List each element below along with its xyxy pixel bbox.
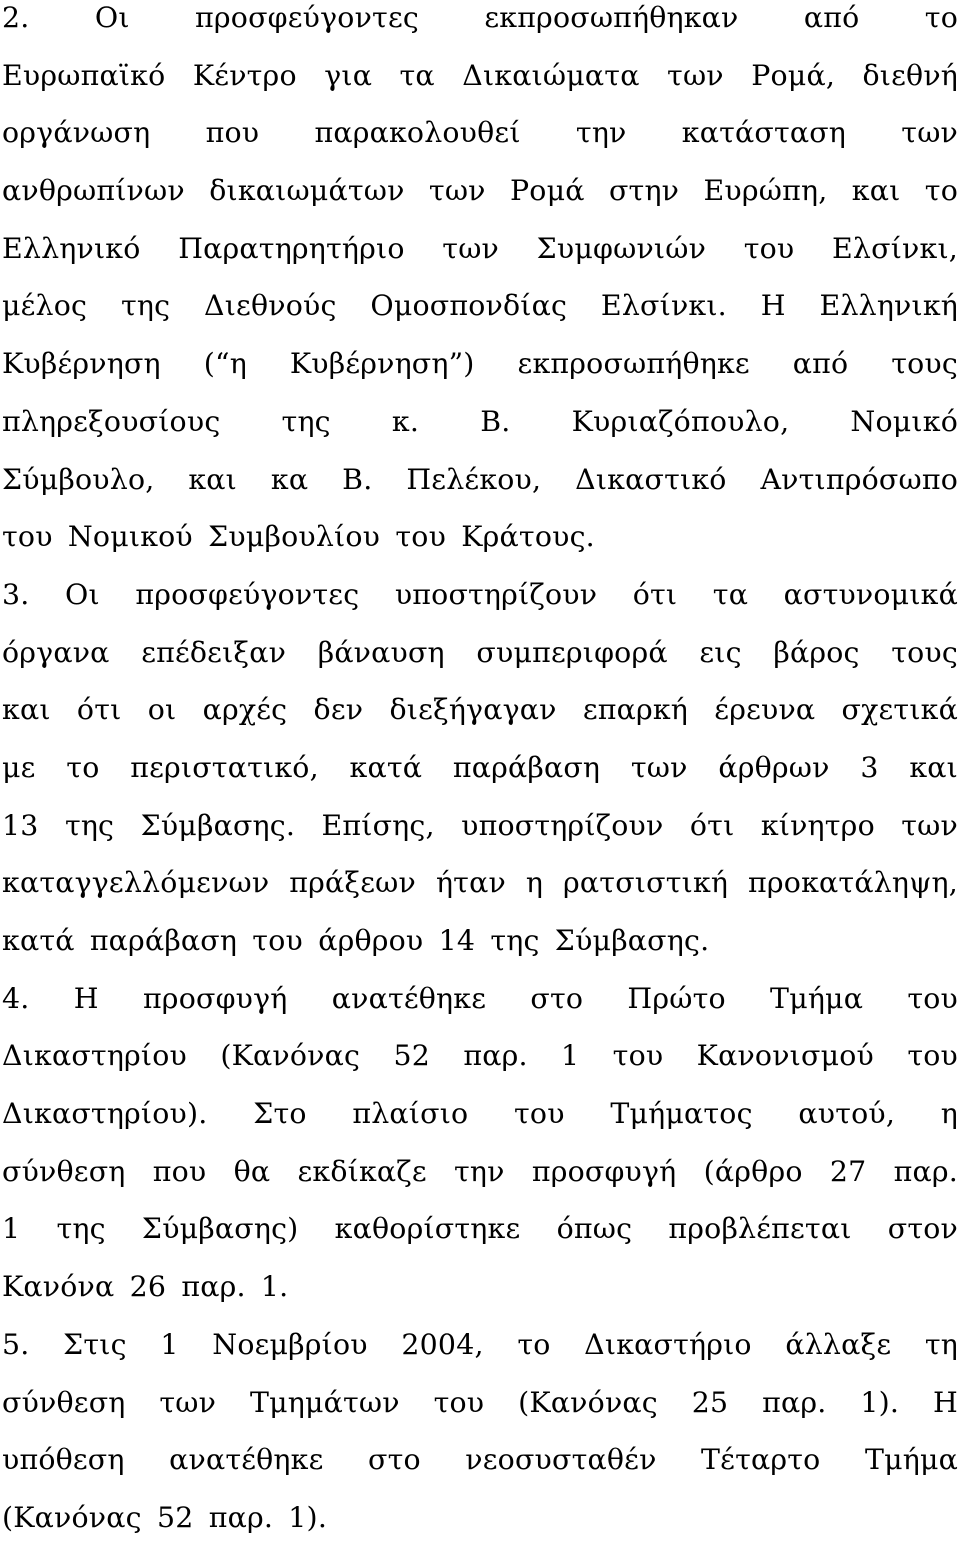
text-line: και ότι οι αρχές δεν διεξήγαγαν επαρκή έρευνα σχετικά <box>2 693 958 727</box>
text-line: 4. Η προσφυγή ανατέθηκε στο Πρώτο Τμήμα του <box>2 981 958 1015</box>
text-line: 3. Οι προσφεύγοντες υποστηρίζουν ότι τα αστυνομικά <box>2 577 958 611</box>
text-line: υπόθεση ανατέθηκε στο νεοσυσταθέν Τέταρτο Τμήμα <box>2 1443 958 1477</box>
text-line: όργανα επέδειξαν βάναυση συμπεριφορά εις βάρος τους <box>2 635 958 669</box>
text-line: πληρεξουσίους της κ. Β. Κυριαζόπουλο, Νομικό <box>2 404 958 438</box>
text-line: Κανόνα 26 παρ. 1. <box>2 1270 289 1304</box>
text-line: σύνθεση των Τμημάτων του (Κανόνας 25 παρ. 1). Η <box>2 1385 958 1419</box>
paragraph-2 <box>2 0 958 566</box>
text-line: Κυβέρνηση (“η Κυβέρνηση”) εκπροσωπήθηκε από τους <box>2 347 958 381</box>
text-line: με το περιστατικό, κατά παράβαση των άρθρων 3 και <box>2 750 958 784</box>
text-line: Ελληνικό Παρατηρητήριο των Συμφωνιών του Ελσίνκι, <box>2 231 958 265</box>
text-line: Σύμβουλο, και κα Β. Πελέκου, Δικαστικό Αντιπρόσωπο <box>2 462 958 496</box>
text-line: 13 της Σύμβασης. Επίσης, υποστηρίζουν ότι κίνητρο των <box>2 808 958 842</box>
text-line: 5. Στις 1 Νοεμβρίου 2004, το Δικαστήριο άλλαξε τη <box>2 1327 958 1361</box>
text-line: σύνθεση που θα εκδίκαζε την προσφυγή (άρθρο 27 παρ. <box>2 1154 958 1188</box>
text-line: καταγγελλόμενων πράξεων ήταν η ρατσιστική προκατάληψη, <box>2 866 958 900</box>
text-line: ανθρωπίνων δικαιωμάτων των Ρομά στην Ευρώπη, και το <box>2 174 958 208</box>
text-line: (Κανόνας 52 παρ. 1). <box>2 1500 328 1534</box>
document-body <box>2 0 958 1547</box>
text-line: του Νομικού Συμβουλίου του Κράτους. <box>2 520 595 554</box>
paragraph-3 <box>2 566 958 970</box>
text-line: οργάνωση που παρακολουθεί την κατάσταση των <box>2 116 958 150</box>
text-line: Δικαστηρίου (Κανόνας 52 παρ. 1 του Κανονισμού του <box>2 1039 958 1073</box>
text-line: Δικαστηρίου). Στο πλαίσιο του Τμήματος αυτού, η <box>2 1097 958 1131</box>
paragraph-5 <box>2 1316 958 1547</box>
text-line: 1 της Σύμβασης) καθορίστηκε όπως προβλέπεται στον <box>2 1212 958 1246</box>
text-line: κατά παράβαση του άρθρου 14 της Σύμβασης. <box>2 924 710 957</box>
text-line: μέλος της Διεθνούς Ομοσπονδίας Ελσίνκι. Η Ελληνική <box>2 289 958 323</box>
text-line: 2. Οι προσφεύγοντες εκπροσωπήθηκαν από το <box>2 1 958 34</box>
text-line: Ευρωπαϊκό Κέντρο για τα Δικαιώματα των Ρομά, διεθνή <box>2 58 958 92</box>
paragraph-4 <box>2 970 958 1316</box>
